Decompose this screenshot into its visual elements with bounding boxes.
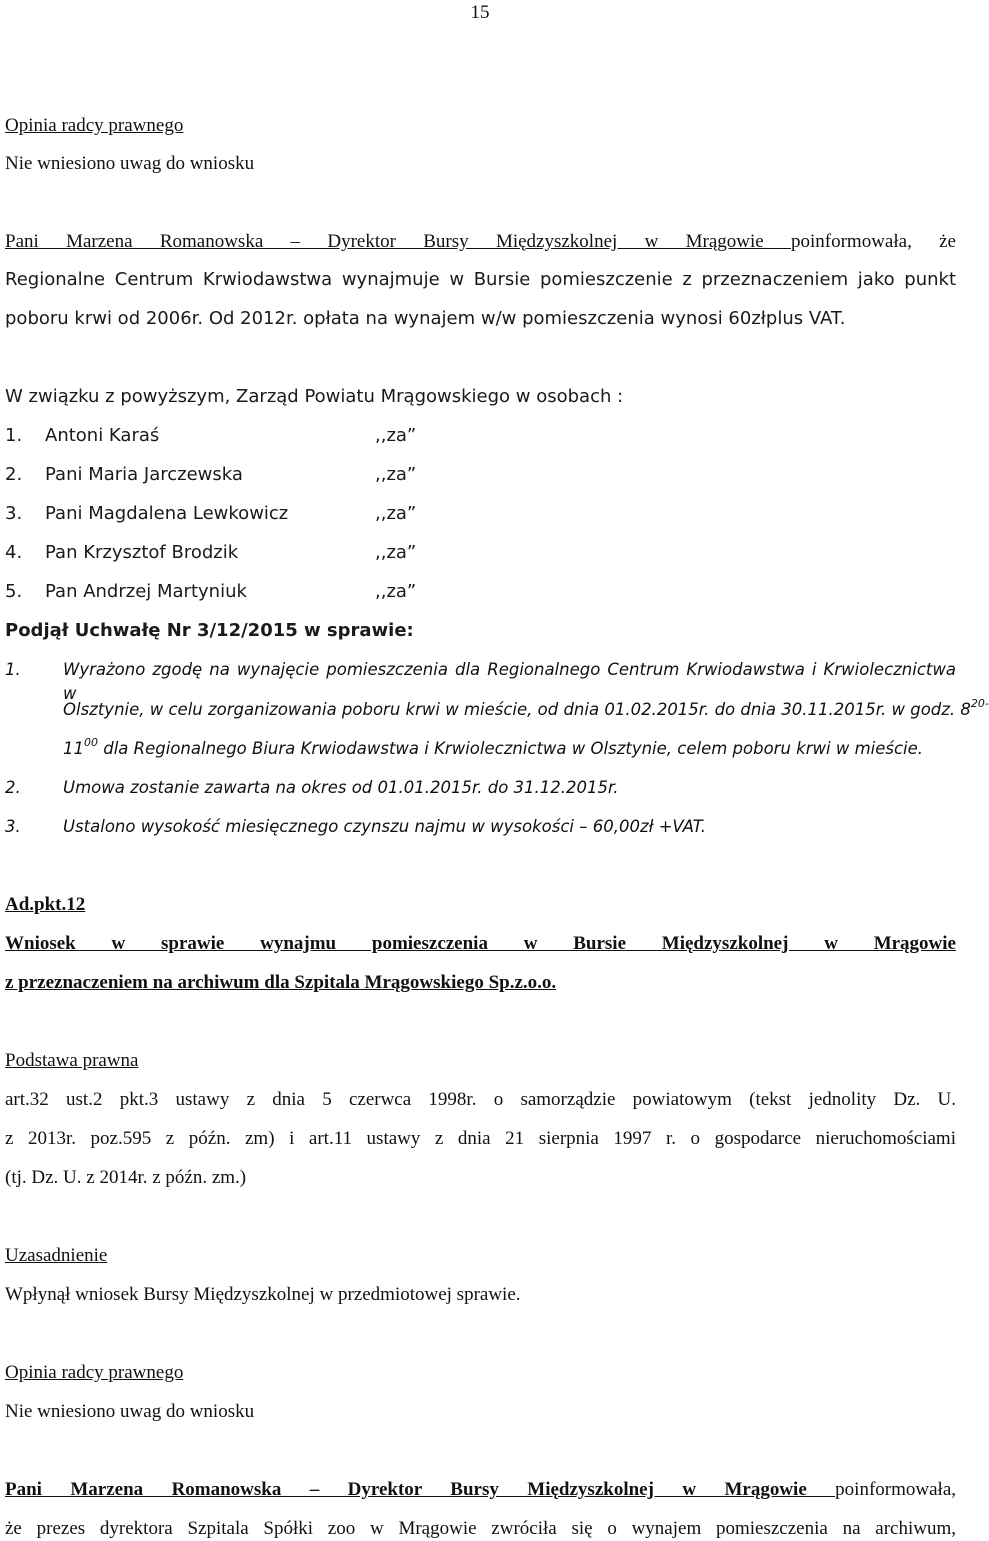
speaker-name-2: Pani Marzena Romanowska – Dyrektor Bursy Międzyszkolnej w Mrągowie xyxy=(5,1479,836,1500)
legal-basis-heading: Podstawa prawna xyxy=(5,1050,139,1071)
vote-intro: W związku z powyższym, Zarząd Powiatu Mrągowskiego w osobach : xyxy=(5,386,624,407)
point-1-number: 1. xyxy=(5,660,21,679)
member-number: 2. xyxy=(5,464,23,485)
paragraph-line-2: Regionalne Centrum Krwiodawstwa wynajmuje w Bursie pomieszczenie z przeznaczeniem jako punkt xyxy=(5,269,956,290)
legal-basis-line-2: z 2013r. poz.595 z późn. zm) i art.11 ustawy z dnia 21 sierpnia 1997 r. o gospodarce nieruchomościami xyxy=(5,1128,956,1149)
point-2-text: Umowa zostanie zawarta na okres od 01.01.2015r. do 31.12.2015r. xyxy=(63,778,619,797)
agenda-item-title-line-2: z przeznaczeniem na archiwum dla Szpitala Mrągowskiego Sp.z.o.o. xyxy=(5,972,557,993)
point-2-number: 2. xyxy=(5,778,21,797)
legal-opinion-text: Nie wniesiono uwag do wniosku xyxy=(5,153,255,174)
point-3-number: 3. xyxy=(5,817,21,836)
member-number: 3. xyxy=(5,503,23,524)
time-superscript: 20- xyxy=(970,697,989,710)
member-name: Antoni Karaś xyxy=(45,425,160,446)
point-1-text: Olsztynie, w celu zorganizowania poboru krwi w mieście, od dnia 01.02.2015r. do dnia 30.11.2015r. w godz. 8 xyxy=(63,700,971,719)
justification-heading: Uzasadnienie xyxy=(5,1245,108,1266)
vote-member xyxy=(5,580,956,604)
member-number: 1. xyxy=(5,425,23,446)
point-1-text: dla Regionalnego Biura Krwiodawstwa i Krwiolecznictwa w Olsztynie, celem poboru krwi w mieście. xyxy=(98,739,924,758)
time-superscript: 00 xyxy=(84,736,98,749)
member-vote: ,,za” xyxy=(375,542,417,563)
legal-basis-line-3: (tj. Dz. U. z 2014r. z późn. zm.) xyxy=(5,1167,247,1188)
speaker-text: poinformowała, że xyxy=(791,231,956,252)
member-name: Pan Andrzej Martyniuk xyxy=(45,581,247,602)
member-name: Pan Krzysztof Brodzik xyxy=(45,542,239,563)
member-vote: ,,za” xyxy=(375,581,417,602)
legal-opinion-text-2: Nie wniesiono uwag do wniosku xyxy=(5,1401,255,1422)
member-vote: ,,za” xyxy=(375,464,417,485)
speaker-paragraph-2-line-1 xyxy=(5,1478,956,1502)
justification-text: Wpłynął wniosek Bursy Międzyszkolnej w przedmiotowej sprawie. xyxy=(5,1284,521,1305)
point-3-text: Ustalono wysokość miesięcznego czynszu najmu w wysokości – 60,00zł +VAT. xyxy=(63,817,707,836)
vote-member xyxy=(5,424,956,448)
speaker-paragraph-2-line-2: że prezes dyrektora Szpitala Spółki zoo w Mrągowie zwróciła się o wynajem pomieszczenia na archiwum, xyxy=(5,1518,956,1539)
speaker-name: Pani Marzena Romanowska – Dyrektor Bursy Międzyszkolnej w Mrągowie xyxy=(5,231,791,252)
member-number: 5. xyxy=(5,581,23,602)
legal-basis-line-1: art.32 ust.2 pkt.3 ustawy z dnia 5 czerwca 1998r. o samorządzie powiatowym (tekst jednolity Dz. U. xyxy=(5,1089,956,1110)
legal-opinion-heading: Opinia radcy prawnego xyxy=(5,115,184,136)
member-vote: ,,za” xyxy=(375,425,417,446)
agenda-item-label: Ad.pkt.12 xyxy=(5,894,86,915)
legal-opinion-heading-2: Opinia radcy prawnego xyxy=(5,1362,184,1383)
point-1-text: 11 xyxy=(63,739,84,758)
agenda-item-title-line-1: Wniosek w sprawie wynajmu pomieszczenia w Bursie Międzyszkolnej w Mrągowie xyxy=(5,933,956,954)
member-name: Pani Magdalena Lewkowicz xyxy=(45,503,289,524)
point-1-line-2 xyxy=(63,697,989,722)
speaker-text-2: poinformowała, xyxy=(835,1479,956,1500)
point-1-line-3 xyxy=(63,737,956,761)
point-1-line-1: Wyrażono zgodę na wynajęcie pomieszczenia dla Regionalnego Centrum Krwiodawstwa i Krwiolecznictwa w xyxy=(63,660,956,703)
vote-member xyxy=(5,463,956,487)
resolution-title: Podjął Uchwałę Nr 3/12/2015 w sprawie: xyxy=(5,620,414,641)
page-number: 15 xyxy=(470,2,490,23)
paragraph-line-3: poboru krwi od 2006r. Od 2012r. opłata na wynajem w/w pomieszczenia wynosi 60złplus VAT. xyxy=(5,308,846,329)
member-number: 4. xyxy=(5,542,23,563)
speaker-paragraph-line-1 xyxy=(5,230,956,254)
vote-member xyxy=(5,502,956,526)
vote-member xyxy=(5,541,956,565)
member-vote: ,,za” xyxy=(375,503,417,524)
member-name: Pani Maria Jarczewska xyxy=(45,464,243,485)
